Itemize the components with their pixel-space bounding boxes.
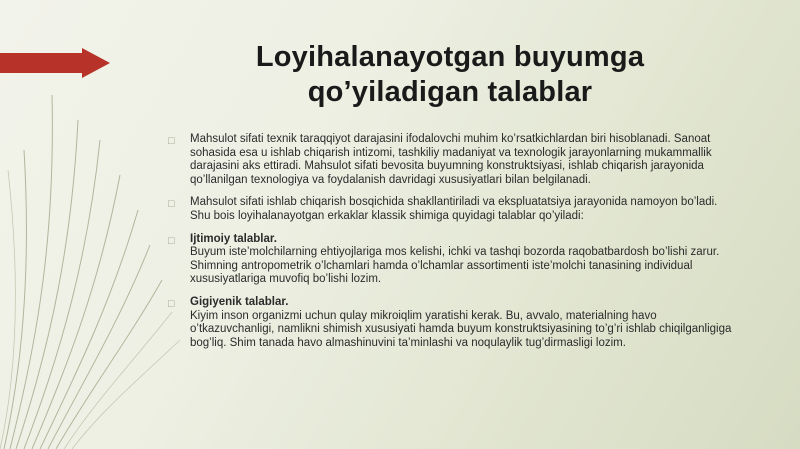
list-item-body: Kiyim inson organizmi uchun qulay mikroiqlim yaratishi kerak. Bu, avvalo, materialning havo o’tkazuvchanligi, namlikni shimish xususiyati hamda buyum konstruktsiyasining to’g’ri ishlab chiqilganligiga bog’liq. Shim tanada havo almashinuvini ta’minlashi va noqulaylik tug’dirmasligi lozim. bbox=[190, 309, 732, 349]
bullet-square-icon: □ bbox=[168, 135, 175, 147]
list-item bbox=[168, 133, 738, 187]
list-item bbox=[168, 296, 738, 350]
list-item-body: Mahsulot sifati texnik taraqqiyot darajasini ifodalovchi muhim ko’rsatkichlardan biri hisoblanadi. Sanoat sohasida esa u ishlab chiqarish intizomi, tashkiliy madaniyat va texnologik jarayonlarning mukammallik darajasini aks ettiradi. Mahsulot sifati bevosita buyumning konstruktsiyasi, ishlab chiqarish jarayonida qo’llanilgan texnologiya va foydalanish davridagi xususiyatlari bilan belgilanadi. bbox=[190, 133, 712, 186]
page-title-line-2: qo’yiladigan talablar bbox=[307, 76, 593, 109]
page-title bbox=[170, 40, 730, 111]
list-item-lead: Gigiyenik talablar. bbox=[190, 295, 289, 308]
list-item-text bbox=[190, 296, 738, 350]
bullet-square-icon: □ bbox=[168, 198, 175, 211]
bullet-list bbox=[168, 133, 738, 359]
list-item-lead: Ijtimoiy talablar. bbox=[190, 232, 277, 245]
page-title-line-1: Loyihalanayotgan buyumga bbox=[255, 41, 645, 73]
list-item bbox=[168, 196, 738, 223]
list-item-body: Mahsulot sifati ishlab chiqarish bosqichida shakllantiriladi va ekspluatatsiya jarayonida namoyon bo’ladi. Shu bois loyihalanayotgan erkaklar klassik shimiga quyidagi talablar qo’yiladi: bbox=[190, 196, 718, 222]
accent-arrow-shape bbox=[0, 48, 110, 78]
list-item-text bbox=[190, 133, 738, 187]
list-item-body: Buyum iste’molchilarning ehtiyojlariga mos kelishi, ichki va tashqi bozorda raqobatbardosh bo’lishi zarur. Shimning antropometrik o’lchamlari hamda o’lchamlar assortimenti iste’molchi tanasining individual xususiyatlariga muvofiq bo’lishi lozim. bbox=[190, 246, 720, 286]
bullet-square-icon: □ bbox=[168, 234, 175, 247]
list-item-text bbox=[190, 233, 738, 287]
list-item bbox=[168, 233, 738, 287]
bullet-square-icon: □ bbox=[168, 297, 175, 310]
list-item-text bbox=[190, 196, 738, 223]
